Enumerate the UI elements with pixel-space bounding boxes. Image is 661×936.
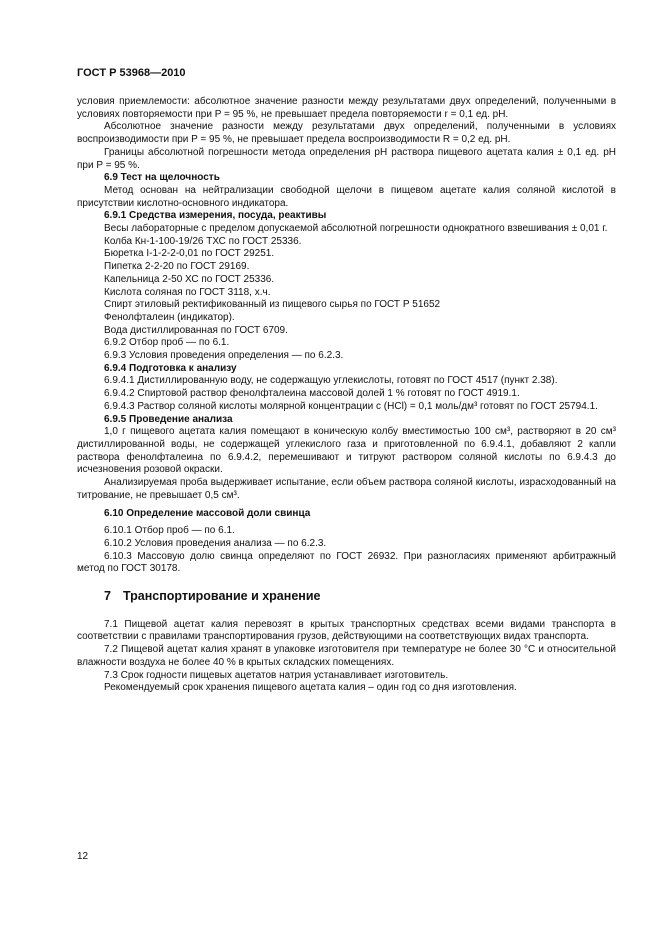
section-number: 7 — [104, 589, 111, 604]
list-item: Фенолфталеин (индикатор). — [104, 311, 235, 323]
list-item: Вода дистиллированная по ГОСТ 6709. — [104, 324, 288, 336]
paragraph: 7.3 Срок годности пищевых ацетатов натрия устанавливает изготовитель. — [104, 669, 449, 681]
list-item: 6.9.2 Отбор проб — по 6.1. — [104, 337, 230, 349]
list-item: Колба Кн-1-100-19/26 ТХС по ГОСТ 25336. — [104, 235, 302, 247]
paragraph: Абсолютное значение разности между результатами двух определений, полученными в условиях воспроизводимости при P = 95 %, не превышает предела воспроизводимости R = 0,2 ед. рН. — [77, 121, 616, 146]
document-header: ГОСТ Р 53968—2010 — [77, 67, 186, 79]
list-item: 6.9.3 Условия проведения определения — по 6.2.3. — [104, 350, 344, 362]
paragraph: Рекомендуемый срок хранения пищевого ацетата калия – один год со дня изготовления. — [104, 682, 517, 694]
list-item: Кислота соляная по ГОСТ 3118, х.ч. — [104, 286, 271, 298]
paragraph: Весы лабораторные с пределом допускаемой абсолютной погрешности однократного взвешивания ± 0,01 г. — [104, 223, 608, 235]
paragraph: 7.2 Пищевой ацетат калия хранят в упаковке изготовителя при температуре не более 30 °С и относительной влажности воздуха не более 40 % в крытых складских помещениях. — [77, 644, 616, 668]
equipment-list — [77, 236, 616, 363]
list-item: Капельница 2-50 ХС по ГОСТ 25336. — [104, 273, 275, 285]
list-item: Пипетка 2-2-20 по ГОСТ 29169. — [104, 261, 250, 273]
paragraph: 7.1 Пищевой ацетат калия перевозят в крытых транспортных средствах всеми видами транспорта в соответствии с правилами транспортирования грузов, действующими на соответствующих видах транспорта. — [77, 618, 616, 643]
section-heading-7 — [77, 590, 616, 603]
section-title: Транспортирование и хранение — [122, 589, 321, 604]
document-body — [77, 96, 616, 695]
section-heading-6-9-4: 6.9.4 Подготовка к анализу — [104, 362, 237, 374]
paragraph: 6.10.3 Массовую долю свинца определяют по ГОСТ 26932. При разногласиях применяют арбитражный метод по ГОСТ 30178. — [77, 550, 616, 575]
paragraph: Анализируемая проба выдерживает испытание, если объем раствора соляной кислоты, израсходованный на титрование, не превышает 0,5 см³. — [77, 477, 616, 501]
list-item: Спирт этиловый ректификованный из пищевого сырья по ГОСТ Р 51652 — [104, 299, 441, 311]
list-item: Бюретка I-1-2-2-0,01 по ГОСТ 29251. — [104, 248, 275, 260]
paragraph: 6.10.2 Условия проведения анализа — по 6.2.3. — [104, 537, 327, 549]
paragraph: 6.10.1 Отбор проб — по 6.1. — [104, 525, 235, 537]
paragraph: условия приемлемости: абсолютное значение разности между результатами двух определений, полученными в условиях повторяемости при P = 95 %, не превышает предела повторяемости r = 0,1 ед. рН. — [77, 96, 616, 120]
paragraph: 6.9.4.1 Дистиллированную воду, не содержащую углекислоты, готовят по ГОСТ 4517 (пункт 2.38). — [104, 375, 558, 387]
section-heading-6-10: 6.10 Определение массовой доли свинца — [104, 507, 311, 519]
section-heading-6-9-1: 6.9.1 Средства измерения, посуда, реактивы — [104, 210, 327, 222]
paragraph: 6.9.4.2 Спиртовой раствор фенолфталеина массовой долей 1 % готовят по ГОСТ 4919.1. — [104, 388, 520, 400]
section-heading-6-9-5: 6.9.5 Проведение анализа — [104, 413, 233, 425]
section-heading-6-9: 6.9 Тест на щелочность — [104, 172, 220, 184]
paragraph: 6.9.4.3 Раствор соляной кислоты молярной концентрации c (HCl) = 0,1 моль/дм³ готовят по ГОСТ 25794.1. — [104, 400, 598, 412]
page-number: 12 — [77, 851, 89, 862]
paragraph: Границы абсолютной погрешности метода определения рН раствора пищевого ацетата калия ± 0,1 ед. рН при P = 95 %. — [77, 146, 616, 171]
paragraph: Метод основан на нейтрализации свободной щелочи в пищевом ацетате калия соляной кислотой в присутствии кислотно-основного индикатора. — [77, 184, 616, 209]
paragraph: 1,0 г пищевого ацетата калия помещают в коническую колбу вместимостью 100 см³, растворяют в 20 см³ дистиллированной воды, не содержащей углекислого газа и приготовленной по 6.9.4.1, добавляют 2 капли раствора фенолфталеина по 6.9.4.2, перемешивают и титруют раствором соляной кислоты по 6.9.4.3 до исчезновения розовой окраски. — [77, 426, 616, 476]
